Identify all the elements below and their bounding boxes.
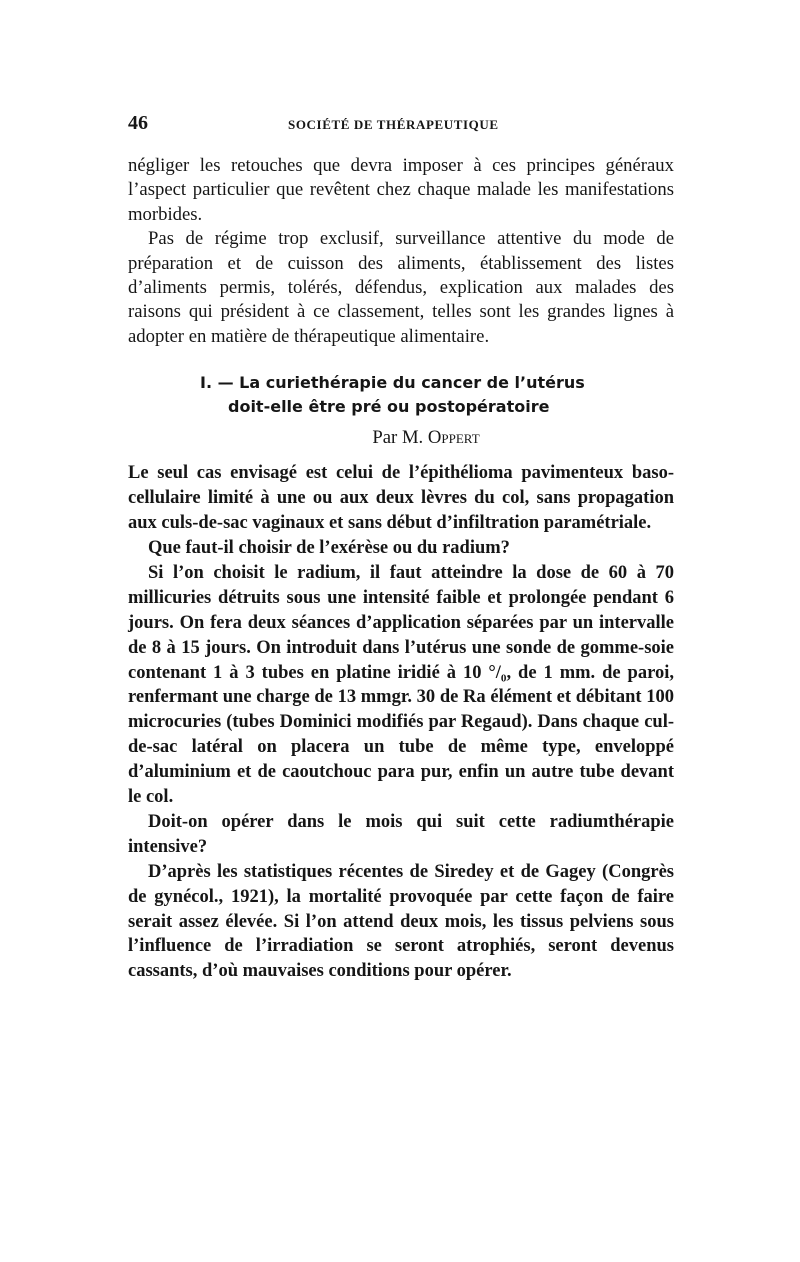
section-heading-line-2: doit-elle être pré ou postopératoire [228,397,550,417]
paragraph: Que faut-il choisir de l’exérèse ou du radium? [148,537,510,558]
paragraph: Pas de régime trop exclusif, surveillance attentive du mode de préparation et de cuisson des aliments, établissement des listes d’aliments permis, tolérés, défendus, explication aux malades des raisons qui président à ce classement, telles sont les grandes lignes à adopter en matière de thérapeutique alimentaire. [128,228,674,347]
paragraph: négliger les retouches que devra imposer à ces principes généraux l’aspect particulier que revêtent chez chaque malade les manifestations morbides. [128,155,674,225]
paragraph: Doit-on opérer dans le mois qui suit cette radiumthérapie intensive? [128,811,674,857]
page-number: 46 [128,112,148,134]
section-heading-line-1: I. — La curiethérapie du cancer de l’utérus [200,373,585,393]
author-name: Oppert [427,427,480,449]
section-heading [128,371,674,419]
paragraph: D’après les statistiques récentes de Siredey et de Gagey (Congrès de gynécol., 1921), la mortalité provoquée par cette façon de faire serait assez élevée. Si l’on attend deux mois, les tissus pelviens sous l’influence de l’irradiation se seront atrophiés, seront devenus cassants, d’où mauvaises conditions pour opérer. [128,861,674,982]
author-byline [128,427,674,449]
book-page [128,112,674,984]
running-head [128,112,674,142]
byline-prefix: Par M. [372,427,424,449]
running-title: SOCIÉTÉ DE THÉRAPEUTIQUE [288,117,499,132]
section-body [128,461,674,984]
paragraph: Le seul cas envisagé est celui de l’épithélioma pavimenteux baso-cellulaire limité à une ou aux deux lèvres du col, sans propagation aux culs-de-sac vaginaux et sans début d’infiltration paramétriale. [128,463,674,534]
paragraph: Si l’on choisit le radium, il faut atteindre la dose de 60 à 70 millicuries détruits sous une intensité faible et prolongée pendant 6 jours. On fera deux séances d’application séparées par un intervalle de 8 à 15 jours. On introduit dans l’utérus une sonde de gomme-soie contenant 1 à 3 tubes en platine iridié à 10 °/₀, de 1 mm. de paroi, renfermant une charge de 13 mmgr. 30 de Ra élément et débitant 100 microcuries (tubes Dominici modifiés par Regaud). Dans chaque cul-de-sac latéral on placera un tube de même type, enveloppé d’aluminium et de caoutchouc para pur, enfin un autre tube devant le col. [128,562,674,808]
intro-text [128,154,674,349]
